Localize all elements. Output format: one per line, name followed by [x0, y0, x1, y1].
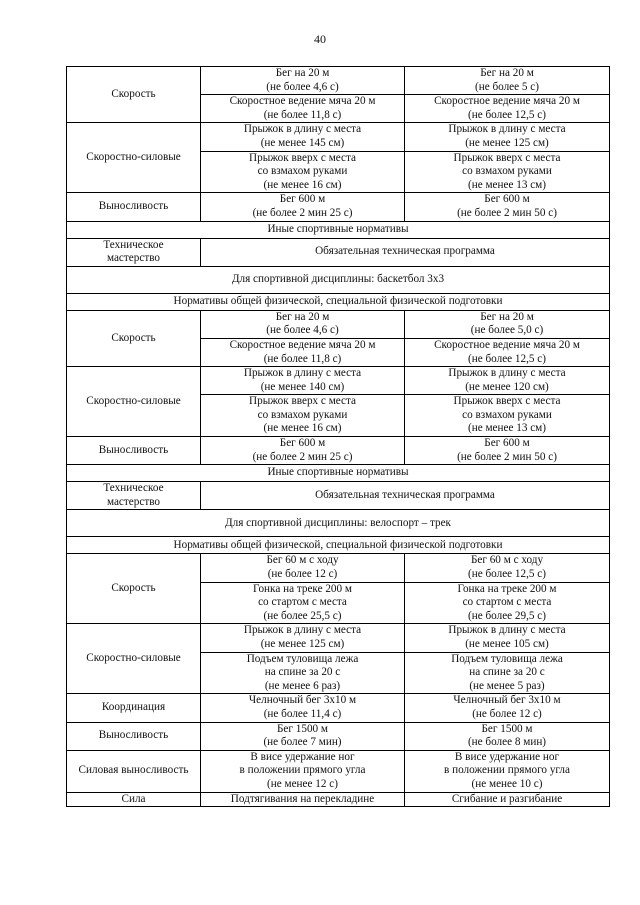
male-norm-line: Скоростное ведение мяча 20 м — [229, 95, 376, 108]
male-norm-cell — [201, 395, 405, 437]
female-norm-cell — [405, 554, 610, 582]
female-norm-line: (не более 12 с) — [472, 707, 542, 720]
page-number: 40 — [314, 32, 326, 46]
male-norm-cell — [201, 67, 405, 95]
female-norm-line: В висе удержание ног — [454, 750, 560, 763]
category-cell: Скоростно-силовые — [67, 624, 201, 694]
table-row — [67, 554, 610, 582]
table-row — [67, 624, 610, 652]
table-row — [67, 238, 610, 266]
category-cell: Выносливость — [67, 193, 201, 221]
female-norm-line: (не более 5,0 с) — [470, 324, 544, 337]
female-norm-cell — [405, 722, 610, 750]
male-norm-line: Подтягивания на перекладине — [230, 792, 375, 805]
female-norm-line: (не менее 105 см) — [465, 638, 549, 650]
discipline-heading: Для спортивной дисциплины: велоспорт – трек — [67, 510, 610, 537]
male-norm-line: Прыжок в длину с места — [243, 624, 362, 637]
female-norm-line: (не более 12,5 с) — [468, 108, 546, 121]
female-norm-cell — [405, 750, 610, 792]
male-norm-line: Бег 600 м — [279, 437, 326, 450]
female-norm-line: Бег 60 м с ходу — [470, 554, 544, 567]
female-norm-cell — [405, 792, 610, 807]
female-norm-cell — [405, 193, 610, 221]
table-row — [67, 437, 610, 465]
female-norm-line: (не менее 5 раз) — [469, 679, 545, 692]
male-norm-line: Бег на 20 м — [275, 67, 330, 79]
female-norm-line: (не менее 120 см) — [465, 380, 549, 393]
female-norm-cell — [405, 310, 610, 338]
category-line: Техническое — [103, 238, 164, 251]
section-heading: Нормативы общей физической, специальной физической подготовки — [67, 537, 610, 554]
male-norm-cell — [201, 750, 405, 792]
male-norm-line: (не более 11,8 с) — [263, 352, 342, 365]
male-norm-line: (не более 12 с) — [267, 568, 338, 581]
male-norm-cell — [201, 95, 405, 123]
female-norm-line: Сгибание и разгибание — [451, 792, 563, 805]
female-norm-line: Скоростное ведение мяча 20 м — [434, 338, 580, 351]
female-norm-line: Гонка на треке 200 м — [457, 582, 557, 595]
category-cell: Скорость — [67, 310, 201, 366]
male-norm-line: (не менее 16 см) — [263, 178, 342, 191]
male-norm-cell — [201, 310, 405, 338]
male-norm-cell — [201, 437, 405, 465]
discipline-heading: Для спортивной дисциплины: баскетбол 3x3 — [67, 266, 610, 293]
female-norm-line: (не менее 10 с) — [471, 777, 543, 790]
female-norm-cell — [405, 338, 610, 366]
standards-table-body — [67, 67, 610, 807]
male-norm-line: (не более 4,6 с) — [266, 80, 339, 93]
male-norm-line: (не более 7 мин) — [263, 736, 342, 749]
female-norm-line: в положении прямого угла — [444, 764, 570, 777]
female-norm-line: со взмахом руками — [462, 408, 552, 421]
female-norm-line: Бег 1500 м — [481, 722, 533, 735]
female-norm-cell — [405, 123, 610, 151]
male-norm-line: со взмахом руками — [257, 165, 348, 178]
category-line: мастерство — [106, 252, 161, 265]
male-norm-cell — [201, 554, 405, 582]
female-norm-line: (не более 2 мин 50 с) — [457, 450, 557, 463]
category-cell: Скорость — [67, 67, 201, 123]
tech-program-cell: Обязательная техническая программа — [201, 238, 610, 266]
male-norm-line: Гонка на треке 200 м — [252, 582, 352, 595]
male-norm-line: Прыжок в длину с места — [243, 367, 362, 380]
female-norm-line: со взмахом руками — [462, 165, 552, 178]
table-row — [67, 123, 610, 151]
female-norm-line: Прыжок в длину с места — [448, 624, 566, 637]
female-norm-cell — [405, 67, 610, 95]
male-norm-line: (не менее 140 см) — [260, 380, 345, 393]
male-norm-cell — [201, 624, 405, 652]
male-norm-line: Бег 1500 м — [276, 722, 329, 735]
category-cell: Силовая выносливость — [67, 750, 201, 792]
female-norm-line: Бег на 20 м — [480, 67, 534, 79]
category-cell — [67, 482, 201, 510]
male-norm-cell — [201, 582, 405, 624]
male-norm-line: в положении прямого угла — [239, 764, 366, 777]
standards-table — [66, 66, 610, 807]
section-row — [67, 465, 610, 482]
female-norm-cell — [405, 95, 610, 123]
male-norm-cell — [201, 722, 405, 750]
female-norm-cell — [405, 367, 610, 395]
female-norm-line: на спине за 20 с — [469, 666, 545, 679]
female-norm-cell — [405, 151, 610, 193]
category-cell: Координация — [67, 694, 201, 722]
table-row — [67, 193, 610, 221]
female-norm-line: (не менее 13 см) — [468, 178, 546, 191]
male-norm-line: (не менее 6 раз) — [264, 679, 341, 692]
category-cell: Скоростно-силовые — [67, 123, 201, 193]
male-norm-cell — [201, 338, 405, 366]
female-norm-line: Бег 600 м — [484, 193, 530, 206]
female-norm-line: Скоростное ведение мяча 20 м — [434, 95, 580, 108]
female-norm-cell — [405, 694, 610, 722]
male-norm-cell — [201, 193, 405, 221]
male-norm-line: Прыжок вверх с места — [249, 151, 356, 164]
male-norm-line: (не менее 125 см) — [260, 638, 345, 650]
category-cell — [67, 238, 201, 266]
female-norm-line: Бег 600 м — [484, 437, 530, 450]
male-norm-line: Скоростное ведение мяча 20 м — [229, 338, 376, 351]
female-norm-line: (не более 12,5 с) — [468, 568, 546, 581]
male-norm-cell — [201, 694, 405, 722]
tech-program-cell: Обязательная техническая программа — [201, 482, 610, 510]
section-row — [67, 537, 610, 554]
female-norm-cell — [405, 395, 610, 437]
male-norm-line: со стартом с места — [258, 596, 347, 609]
discipline-row — [67, 266, 610, 293]
male-norm-cell — [201, 367, 405, 395]
male-norm-line: Прыжок вверх с места — [249, 395, 356, 408]
male-norm-line: (не менее 12 с) — [267, 777, 338, 790]
female-norm-line: со стартом с места — [462, 596, 552, 609]
table-row — [67, 367, 610, 395]
male-norm-line: Бег 600 м — [279, 193, 326, 206]
male-norm-line: на спине за 20 с — [264, 666, 341, 679]
discipline-row — [67, 510, 610, 537]
female-norm-line: (не более 5 с) — [474, 80, 539, 93]
category-cell: Сила — [67, 792, 201, 807]
female-norm-line: (не более 2 мин 50 с) — [457, 206, 557, 219]
male-norm-line: (не более 2 мин 25 с) — [252, 450, 353, 463]
table-row — [67, 750, 610, 792]
male-norm-line: Прыжок в длину с места — [243, 123, 362, 136]
male-norm-cell — [201, 151, 405, 193]
male-norm-cell — [201, 123, 405, 151]
section-row — [67, 293, 610, 310]
category-line: мастерство — [106, 495, 161, 508]
male-norm-line: (не более 11,8 с) — [263, 108, 342, 121]
female-norm-line: Бег на 20 м — [480, 310, 534, 323]
category-cell: Выносливость — [67, 437, 201, 465]
female-norm-cell — [405, 582, 610, 624]
category-cell: Выносливость — [67, 722, 201, 750]
female-norm-line: (не менее 13 см) — [468, 422, 546, 435]
female-norm-cell — [405, 652, 610, 694]
male-norm-line: Челночный бег 3x10 м — [248, 694, 357, 707]
male-norm-line: (не менее 16 см) — [263, 422, 342, 435]
female-norm-line: Челночный бег 3x10 м — [453, 694, 561, 707]
male-norm-cell — [201, 652, 405, 694]
table-row — [67, 310, 610, 338]
male-norm-line: В висе удержание ног — [250, 750, 355, 763]
table-row — [67, 482, 610, 510]
section-heading: Иные спортивные нормативы — [67, 465, 610, 482]
female-norm-line: (не более 29,5 с) — [468, 609, 546, 622]
female-norm-line: Прыжок вверх с места — [453, 151, 561, 164]
male-norm-line: Подъем туловища лежа — [246, 652, 359, 665]
male-norm-line: Бег на 20 м — [275, 310, 330, 323]
section-row — [67, 221, 610, 238]
category-cell: Скорость — [67, 554, 201, 624]
female-norm-line: (не более 12,5 с) — [468, 352, 546, 365]
female-norm-line: Прыжок в длину с места — [448, 123, 566, 136]
section-heading: Иные спортивные нормативы — [67, 221, 610, 238]
table-row — [67, 792, 610, 807]
female-norm-line: (не более 8 мин) — [467, 736, 547, 749]
female-norm-cell — [405, 437, 610, 465]
female-norm-line: Прыжок в длину с места — [448, 367, 566, 380]
male-norm-line: (не более 4,6 с) — [266, 324, 339, 337]
male-norm-line: Бег 60 м с ходу — [266, 554, 339, 567]
male-norm-cell — [201, 792, 405, 807]
section-heading: Нормативы общей физической, специальной физической подготовки — [67, 293, 610, 310]
table-row — [67, 722, 610, 750]
male-norm-line: (не более 11,4 с) — [263, 707, 342, 720]
category-line: Техническое — [103, 482, 164, 495]
table-row — [67, 67, 610, 95]
table-row — [67, 694, 610, 722]
male-norm-line: со взмахом руками — [257, 408, 348, 421]
category-cell: Скоростно-силовые — [67, 367, 201, 437]
male-norm-line: (не более 25,5 с) — [263, 609, 342, 622]
female-norm-line: (не менее 125 см) — [465, 136, 549, 149]
female-norm-line: Подъем туловища лежа — [451, 652, 563, 665]
male-norm-line: (не более 2 мин 25 с) — [252, 206, 353, 219]
female-norm-line: Прыжок вверх с места — [453, 395, 561, 408]
female-norm-cell — [405, 624, 610, 652]
male-norm-line: (не менее 145 см) — [260, 136, 345, 149]
